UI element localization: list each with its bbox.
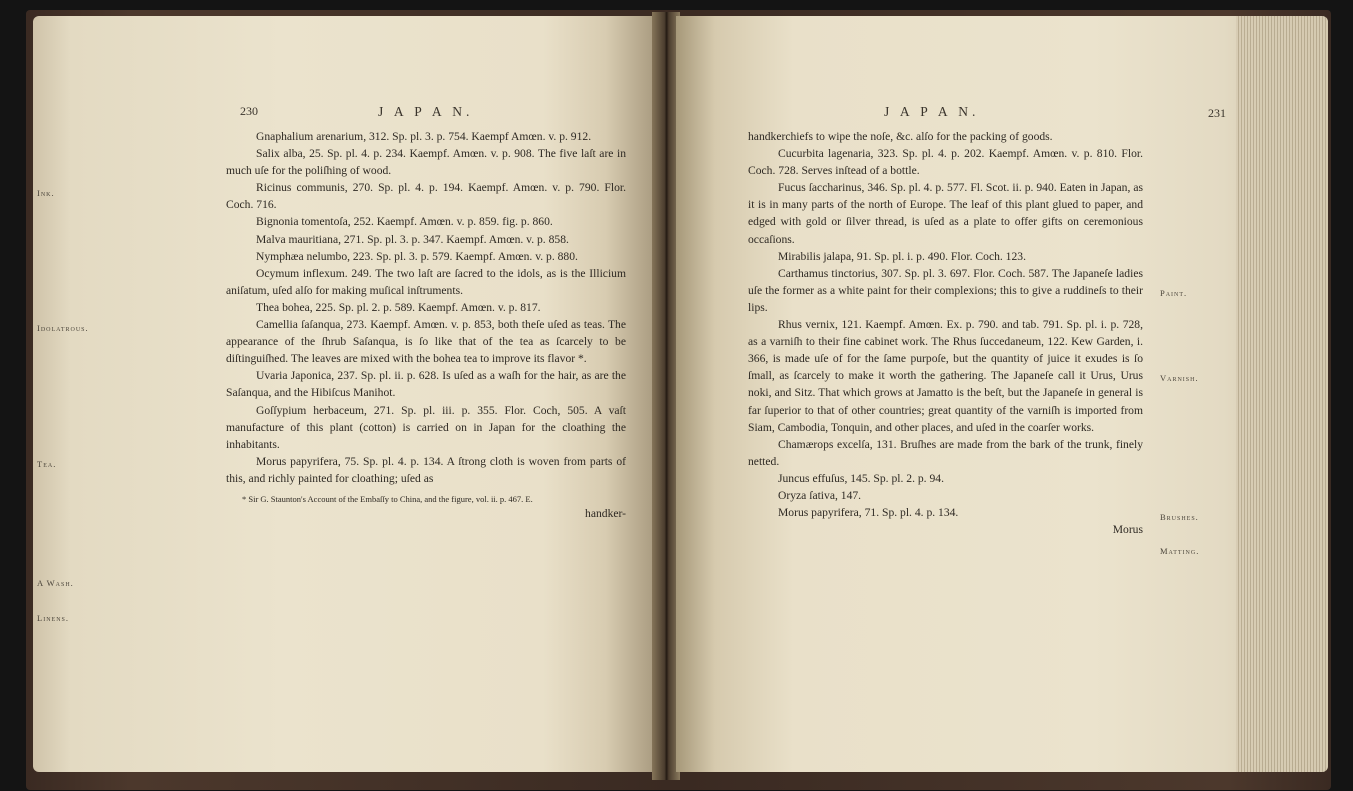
paragraph: Morus papyrifera, 75. Sp. pl. 4. p. 134. A ſtrong cloth is woven from parts of this, and richly painted for cloathing; uſed as: [226, 454, 626, 485]
side-note-wash: A Wash.: [37, 578, 74, 588]
footnote: * Sir G. Staunton's Account of the Embaſſy to China, and the figure, vol. ii. p. 467. E.: [242, 493, 533, 504]
paragraph: Cucurbita lagenaria, 323. Sp. pl. 4. p. 202. Kaempf. Amœn. v. p. 810. Flor. Coch. 728. Serves inſtead of a bottle.: [748, 147, 1143, 178]
side-note-idolatrous: Idolatrous.: [37, 323, 89, 333]
paragraph: Nymphæa nelumbo, 223. Sp. pl. 3. p. 579. Kaempf. Amœn. v. p. 880.: [256, 249, 578, 263]
right-body-text: [748, 128, 1143, 538]
catchword: Morus: [1112, 523, 1143, 537]
paragraph: Salix alba, 25. Sp. pl. 4. p. 234. Kaempf. Amœn. v. p. 908. The five laſt are in much uſe for the poliſhing of wood.: [226, 147, 626, 178]
paragraph: Goſſypium herbaceum, 271. Sp. pl. iii. p. 355. Flor. Coch, 505. A vaſt manufacture of this plant (cotton) is carried on in Japan for the cloathing the inhabitants.: [226, 403, 626, 451]
paragraph: Camellia ſaſanqua, 273. Kaempf. Amœn. v. p. 853, both theſe uſed as teas. The appearance of the ſhrub Saſanqua, is ſo like that of the tea as ſcarcely to be diſtinguiſhed. The leaves are mixed with the bohea tea to improve its flavor *.: [226, 318, 626, 366]
right-page: [676, 16, 1328, 772]
left-page-number: 230: [240, 104, 258, 118]
paragraph: Carthamus tinctorius, 307. Sp. pl. 3. 697. Flor. Coch. 587. The Japaneſe ladies uſe the former as a white paint for their complexions; this to give a ruddineſs to their lips.: [748, 266, 1143, 314]
side-note-paint: Paint.: [1160, 288, 1188, 298]
paragraph: Chamærops excelſa, 131. Bruſhes are made from the bark of the trunk, finely netted.: [748, 437, 1143, 468]
paragraph: Gnaphalium arenarium, 312. Sp. pl. 3. p. 754. Kaempf Amœn. v. p. 912.: [256, 130, 592, 143]
paragraph: Uvaria Japonica, 237. Sp. pl. ii. p. 628. Is uſed as a waſh for the hair, as are the Saſanqua, and the Hibiſcus Manihot.: [226, 369, 626, 400]
paragraph: Juncus effuſus, 145. Sp. pl. 2. p. 94.: [778, 471, 944, 485]
paragraph: Ricinus communis, 270. Sp. pl. 4. p. 194. Kaempf. Amœn. v. p. 790. Flor. Coch. 716.: [226, 181, 626, 212]
paragraph: Morus papyrifera, 71. Sp. pl. 4. p. 134.: [778, 506, 959, 520]
paragraph: Oryza ſativa, 147.: [778, 488, 862, 502]
side-note-linens: Linens.: [37, 613, 69, 623]
side-note-varnish: Varnish.: [1160, 373, 1199, 383]
side-note-matting: Matting.: [1160, 546, 1200, 556]
side-note-brushes: Brushes.: [1160, 512, 1199, 522]
page-edges: [1236, 16, 1328, 772]
left-page: [33, 16, 655, 772]
paragraph: Bignonia tomentoſa, 252. Kaempf. Amœn. v. p. 859. fig. p. 860.: [256, 215, 553, 229]
paragraph: Thea bohea, 225. Sp. pl. 2. p. 589. Kaempf. Amœn. v. p. 817.: [256, 300, 541, 314]
side-note-tea: Tea.: [37, 459, 57, 469]
catchword: handker-: [585, 506, 626, 520]
left-body-text: [226, 128, 626, 522]
paragraph: Mirabilis jalapa, 91. Sp. pl. i. p. 490. Flor. Coch. 123.: [778, 249, 1026, 263]
side-note-ink: Ink.: [37, 188, 55, 198]
paragraph: Fucus ſaccharinus, 346. Sp. pl. 4. p. 577. Fl. Scot. ii. p. 940. Eaten in Japan, as it is in many parts of the north of Europe. The leaf of this plant glued to paper, and edged with gold or ſilver thread, is uſed as a plate to offer gifts on ceremonious occaſions.: [748, 181, 1143, 246]
paragraph: Ocymum inflexum. 249. The two laſt are ſacred to the idols, as is the Illicium aniſatum, uſed alſo for making muſical inſtruments.: [226, 266, 626, 297]
right-page-number: 231: [1208, 106, 1226, 120]
paragraph: Rhus vernix, 121. Kaempf. Amœn. Ex. p. 790. and tab. 791. Sp. pl. i. p. 728, as a varniſh to their fine cabinet work. The Rhus ſuccedaneum, 122. Kew Garden, i. 366, is made uſe of for the ſame purpoſe, but the quantity of juice it exudes is ſo ſmall, as ſcarcely to make it worth the gathering. The Japaneſe call it Urus, Urus noki, and Sitz. That which grows at Jamatto is the beſt, but the Japaneſe in general is far ſuperior to that of other countries; great quantity of the varniſh is imported from Siam, Cambodia, Tonquin, and other places, and uſed in the coarſer works.: [748, 318, 1143, 434]
paragraph: handkerchiefs to wipe the noſe, &c. alſo for the packing of goods.: [748, 130, 1053, 143]
left-running-head: J A P A N.: [378, 104, 474, 119]
right-running-head: J A P A N.: [884, 104, 980, 119]
paragraph: Malva mauritiana, 271. Sp. pl. 3. p. 347. Kaempf. Amœn. v. p. 858.: [256, 232, 569, 246]
